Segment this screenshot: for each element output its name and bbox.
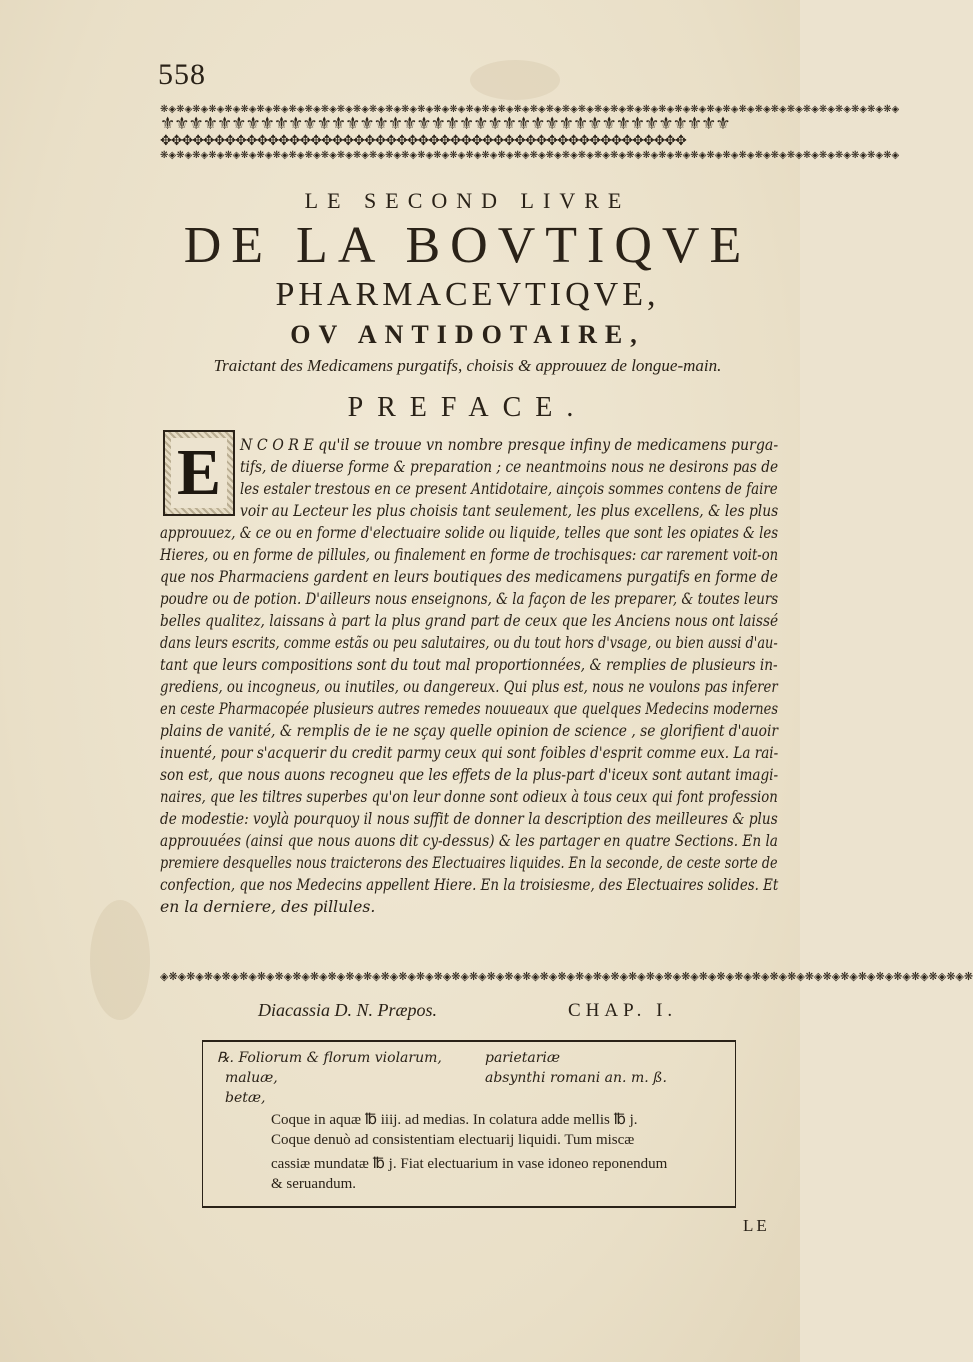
book-heading: LE SECOND LIVRE: [304, 188, 631, 213]
recipe-line: Coque in aquæ ℔ iiij. ad medias. In colatura adde mellis ℔ j.: [271, 1112, 638, 1128]
ingredient: parietariæ: [485, 1050, 561, 1066]
page-stain: [90, 900, 150, 1020]
drop-cap-initial: [163, 430, 235, 516]
ornament-row: ⚜⚜⚜⚜⚜⚜⚜⚜⚜⚜⚜⚜⚜⚜⚜⚜⚜⚜⚜⚜⚜⚜⚜⚜⚜⚜⚜⚜⚜⚜⚜⚜⚜⚜⚜⚜⚜⚜⚜⚜: [160, 114, 730, 134]
page-number: 558: [158, 58, 206, 91]
preface-line: grediens, ou incogneus, ou inutiles, ou dangereux. Qui plus est, nous ne voulons pas inferer: [160, 678, 778, 696]
preface-line: en la derniere, des pillules.: [160, 898, 376, 916]
recipe-line: cassiæ mundatæ ℔ j. Fiat electuarium in vase idoneo reponendum: [271, 1156, 668, 1172]
recipe-box: [202, 1040, 736, 1208]
preface-line: son est, que nous auons recogneu que les effets de la plus-part d'iceux sont autant imagi-: [160, 766, 779, 784]
recipe-line: & seruandum.: [271, 1176, 356, 1192]
preface-line: les estaler trestous en ce present Antidotaire, ainçois sommes contens de faire: [240, 480, 778, 498]
ingredient: maluæ,: [225, 1070, 278, 1086]
ornament-row: ✥✥✥✥✥✥✥✥✥✥✥✥✥✥✥✥✥✥✥✥✥✥✥✥✥✥✥✥✥✥✥✥✥✥✥✥✥✥✥✥✥✥✥✥✥✥✥✥✥: [160, 133, 686, 149]
preface-line: de modestie: voylà pourquoy il nous suffit de donner la description des meilleures & plus: [160, 810, 778, 828]
preface-line: belles qualitez, laissans à part la plus grand part de ceux que les Anciens nous ont laissé: [160, 612, 779, 630]
subtitle: PHARMACEVTIQVE,: [275, 276, 660, 313]
page-stain: [470, 60, 560, 100]
recipe-line: Coque denuò ad consistentiam electuarij liquidi. Tum miscæ: [271, 1132, 635, 1148]
header-ornament-band: [160, 104, 900, 174]
preface-heading: PREFACE.: [347, 392, 588, 423]
chapter-number: CHAP. I.: [568, 1000, 678, 1021]
alternate-title: OV ANTIDOTAIRE,: [290, 320, 645, 349]
ingredient: ℞. Foliorum & florum violarum,: [217, 1050, 442, 1066]
preface-line: approuuées (ainsi que nous auons dit cy-dessus) & les partager en quatre Sections. En la: [160, 832, 778, 850]
preface-line: voir au Lecteur les plus choisis tant seulement, les plus excellens, & les plus: [240, 502, 779, 520]
preface-line: inuenté, pour s'acquerir du credit parmy ceux qui sont foibles d'esprit comme eux. La rai-: [160, 744, 779, 762]
preface-line: poudre ou de potion. D'ailleurs nous enseignons, & la façon de les preparer, & toutes leurs: [160, 590, 779, 608]
preface-line: Hieres, ou en forme de pillules, ou finalement en forme de trochisques: car rarement voit-on: [160, 546, 779, 564]
chapter-header: [160, 1000, 777, 1024]
title-description: Traictant des Medicamens purgatifs, choisis & approuuez de longue-main.: [213, 356, 722, 375]
catchword: LE: [743, 1216, 770, 1235]
preface-line: tifs, de diuerse forme & preparation ; ce neantmoins nous ne desirons pas de: [240, 458, 779, 476]
preface-line: tant que leurs compositions sont du tout mal proportionnées, & remplies de plusieurs in-: [160, 656, 778, 674]
preface-line: que nos Pharmaciens gardent en leurs boutiques des medicamens purgatifs en forme de: [160, 568, 778, 586]
main-title: DE LA BOVTIQVE: [183, 217, 752, 274]
preface-line: approuuez, & ce ou en forme d'electuaire solide ou liquide, telles que sont les opiates & les: [160, 524, 779, 542]
ornament-row: ❋◈❋◈❋◈❋◈❋◈❋◈❋◈❋◈❋◈❋◈❋◈❋◈❋◈❋◈❋◈❋◈❋◈❋◈❋◈❋◈❋◈❋◈❋◈❋◈❋◈❋◈❋◈❋◈❋◈❋◈❋◈❋◈❋◈❋◈❋◈❋◈❋◈❋◈❋◈❋◈❋◈❋◈❋◈❋◈❋◈❋◈: [160, 104, 900, 115]
ingredient: absynthi romani an. m. ß.: [485, 1070, 667, 1086]
preface-line: en ceste Pharmacopée plusieurs autres remedes nouueaux que quelques Medecins modernes: [160, 700, 779, 718]
drop-cap-letter: E: [171, 438, 227, 508]
chapter-title: Diacassia D. N. Præpos.: [258, 1000, 438, 1020]
preface-line: plains de vanité, & remplis de ie ne sçay quelle opinion de science , se glorifient d'auoir: [160, 722, 779, 740]
section-divider-ornament: ◈❋◈❋◈❋◈❋◈❋◈❋◈❋◈❋◈❋◈❋◈❋◈❋◈❋◈❋◈❋◈❋◈❋◈❋◈❋◈❋◈❋◈❋◈❋◈❋◈❋◈❋◈❋◈❋◈❋◈❋◈❋◈❋◈❋◈❋◈❋◈❋◈❋◈❋◈❋◈❋◈❋◈❋◈❋◈❋◈❋◈❋: [160, 970, 973, 983]
preface-line: dans leurs escrits, comme estãs ou peu salutaires, ou du tout hors d'vsage, ou bien aussi d'au-: [160, 634, 778, 652]
ornament-row: ❋◈❋◈❋◈❋◈❋◈❋◈❋◈❋◈❋◈❋◈❋◈❋◈❋◈❋◈❋◈❋◈❋◈❋◈❋◈❋◈❋◈❋◈❋◈❋◈❋◈❋◈❋◈❋◈❋◈❋◈❋◈❋◈❋◈❋◈❋◈❋◈❋◈❋◈❋◈❋◈❋◈❋◈❋◈❋◈❋◈❋◈: [160, 150, 900, 161]
ingredient: betæ,: [225, 1090, 266, 1106]
preface-line: N C O R E qu'il se trouue vn nombre presque infiny de medicamens purga-: [240, 436, 779, 454]
preface-line: premiere desquelles nous traicterons des Electuaires liquides. En la seconde, de ceste sorte de: [160, 854, 778, 872]
preface-line: naires, que les tiltres superbes qu'on leur donne sont odieux à tous ceux qui font profession: [160, 788, 778, 806]
preface-line: confection, que nos Medecins appellent Hiere. En la troisiesme, des Electuaires solides. Et: [160, 876, 779, 894]
